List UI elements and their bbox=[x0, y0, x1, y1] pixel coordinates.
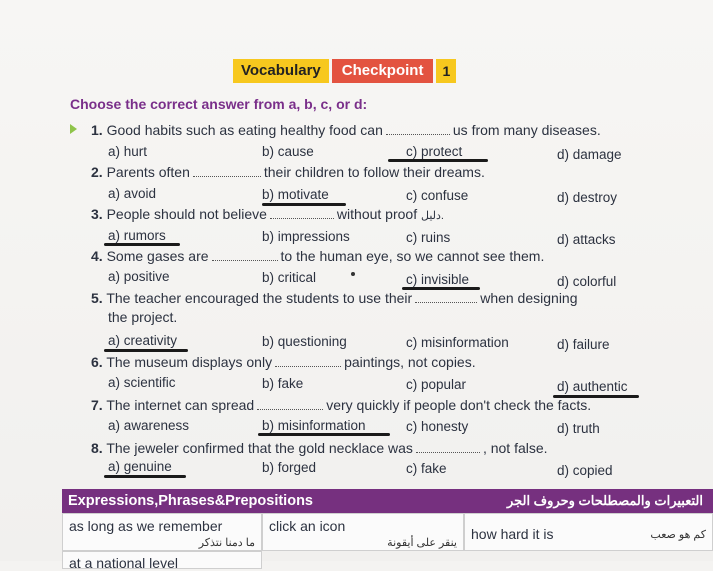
question-number: 1. bbox=[91, 122, 103, 138]
answer-underline bbox=[104, 243, 180, 246]
expression-english: as long as we remember bbox=[69, 518, 223, 534]
option-d[interactable]: d) damage bbox=[557, 147, 622, 162]
table-header-arabic: التعبيرات والمصطلحات وحروف الجر bbox=[506, 493, 703, 508]
stray-dot bbox=[351, 272, 355, 276]
option-b[interactable]: b) questioning bbox=[262, 334, 347, 349]
answer-underline bbox=[104, 475, 186, 478]
expression-arabic: ما دمنا نتذكر bbox=[198, 537, 255, 549]
question-text-end: to the human eye, so we cannot see them. bbox=[280, 248, 545, 264]
answer-blank[interactable] bbox=[193, 166, 261, 177]
option-d[interactable]: d) authentic bbox=[557, 379, 628, 394]
answer-blank[interactable] bbox=[415, 292, 477, 303]
answer-blank[interactable] bbox=[270, 208, 334, 219]
question-text-end: us from many diseases. bbox=[452, 122, 601, 138]
option-b[interactable]: b) fake bbox=[262, 376, 304, 391]
question-text-start: The jeweler confirmed that the gold necklace was bbox=[106, 440, 413, 456]
table-cell bbox=[464, 513, 713, 551]
question-continuation: the project. bbox=[108, 309, 178, 325]
question-text-end: their children to follow their dreams. bbox=[263, 164, 485, 180]
question-text-start: The museum displays only bbox=[106, 354, 273, 370]
option-d[interactable]: d) attacks bbox=[557, 232, 616, 247]
answer-blank[interactable] bbox=[212, 250, 278, 261]
question-text-start: Parents often bbox=[106, 164, 190, 180]
option-b[interactable]: b) forged bbox=[262, 460, 317, 475]
question-7 bbox=[91, 397, 591, 413]
option-b[interactable]: b) motivate bbox=[262, 187, 329, 202]
title-vocabulary: Vocabulary bbox=[233, 59, 329, 83]
title-number: 1 bbox=[436, 59, 456, 83]
arrow-marker-icon bbox=[70, 124, 77, 134]
question-3 bbox=[91, 206, 444, 222]
answer-underline bbox=[388, 159, 488, 162]
option-c[interactable]: c) invisible bbox=[406, 272, 470, 287]
option-c[interactable]: c) popular bbox=[406, 377, 467, 392]
question-number: 3. bbox=[91, 206, 103, 222]
answer-blank[interactable] bbox=[257, 399, 323, 410]
option-a[interactable]: a) genuine bbox=[108, 459, 172, 474]
question-text-end: when designing bbox=[480, 290, 578, 306]
question-text-start: People should not believe bbox=[106, 206, 267, 222]
question-text-start: Good habits such as eating healthy food can bbox=[106, 122, 383, 138]
table-cell bbox=[62, 551, 262, 569]
question-text-end: without proof bbox=[336, 206, 418, 222]
option-d[interactable]: d) failure bbox=[557, 337, 610, 352]
expressions-table bbox=[62, 489, 713, 569]
question-1 bbox=[91, 122, 601, 138]
instruction-text: Choose the correct answer from a, b, c, or d: bbox=[70, 96, 368, 112]
table-header bbox=[62, 489, 713, 513]
option-a[interactable]: a) awareness bbox=[108, 418, 190, 433]
question-6 bbox=[91, 354, 476, 370]
option-a[interactable]: a) scientific bbox=[108, 375, 176, 390]
answer-underline bbox=[258, 433, 390, 436]
option-c[interactable]: c) protect bbox=[406, 144, 463, 159]
option-d[interactable]: d) copied bbox=[557, 463, 613, 478]
answer-blank[interactable] bbox=[386, 124, 450, 135]
expression-english: how hard it is bbox=[471, 526, 554, 542]
option-c[interactable]: c) misinformation bbox=[406, 335, 509, 350]
table-cell bbox=[62, 513, 262, 551]
answer-blank[interactable] bbox=[275, 356, 341, 367]
question-text-start: The internet can spread bbox=[106, 397, 255, 413]
arabic-note: دليل. bbox=[420, 210, 444, 222]
expression-english: click an icon bbox=[269, 518, 346, 534]
question-text-start: The teacher encouraged the students to use their bbox=[106, 290, 413, 306]
expression-arabic: كم هو صعب bbox=[650, 529, 706, 541]
option-d[interactable]: d) colorful bbox=[557, 274, 617, 289]
title-checkpoint: Checkpoint bbox=[332, 59, 434, 83]
question-number: 4. bbox=[91, 248, 103, 264]
option-b[interactable]: b) misinformation bbox=[262, 418, 366, 433]
option-a[interactable]: a) avoid bbox=[108, 186, 157, 201]
option-c[interactable]: c) ruins bbox=[406, 230, 451, 245]
question-text-end: paintings, not copies. bbox=[344, 354, 476, 370]
option-c[interactable]: c) honesty bbox=[406, 419, 469, 434]
option-a[interactable]: a) creativity bbox=[108, 333, 178, 348]
expression-arabic: ينقر على أيقونة bbox=[387, 537, 457, 549]
option-b[interactable]: b) impressions bbox=[262, 229, 350, 244]
question-text-end: very quickly if people don't check the facts. bbox=[326, 397, 592, 413]
question-8 bbox=[91, 440, 548, 456]
table-header-english: Expressions,Phrases&Prepositions bbox=[68, 493, 313, 509]
option-b[interactable]: b) critical bbox=[262, 270, 317, 285]
question-number: 6. bbox=[91, 354, 103, 370]
question-number: 2. bbox=[91, 164, 103, 180]
option-a[interactable]: a) hurt bbox=[108, 144, 148, 159]
question-text-start: Some gases are bbox=[106, 248, 209, 264]
option-c[interactable]: c) fake bbox=[406, 461, 447, 476]
checkpoint-title bbox=[233, 59, 456, 83]
question-4 bbox=[91, 248, 544, 264]
option-d[interactable]: d) destroy bbox=[557, 190, 618, 205]
question-5 bbox=[91, 290, 578, 325]
expression-english: at a national level bbox=[69, 555, 178, 571]
answer-underline bbox=[104, 349, 188, 352]
option-a[interactable]: a) positive bbox=[108, 269, 170, 284]
question-number: 5. bbox=[91, 290, 103, 306]
question-number: 8. bbox=[91, 440, 103, 456]
option-a[interactable]: a) rumors bbox=[108, 228, 166, 243]
question-text-end: , not false. bbox=[482, 440, 548, 456]
question-2 bbox=[91, 164, 485, 180]
answer-blank[interactable] bbox=[416, 442, 480, 453]
option-d[interactable]: d) truth bbox=[557, 421, 600, 436]
question-number: 7. bbox=[91, 397, 103, 413]
option-b[interactable]: b) cause bbox=[262, 144, 314, 159]
table-cell bbox=[262, 513, 464, 551]
option-c[interactable]: c) confuse bbox=[406, 188, 469, 203]
